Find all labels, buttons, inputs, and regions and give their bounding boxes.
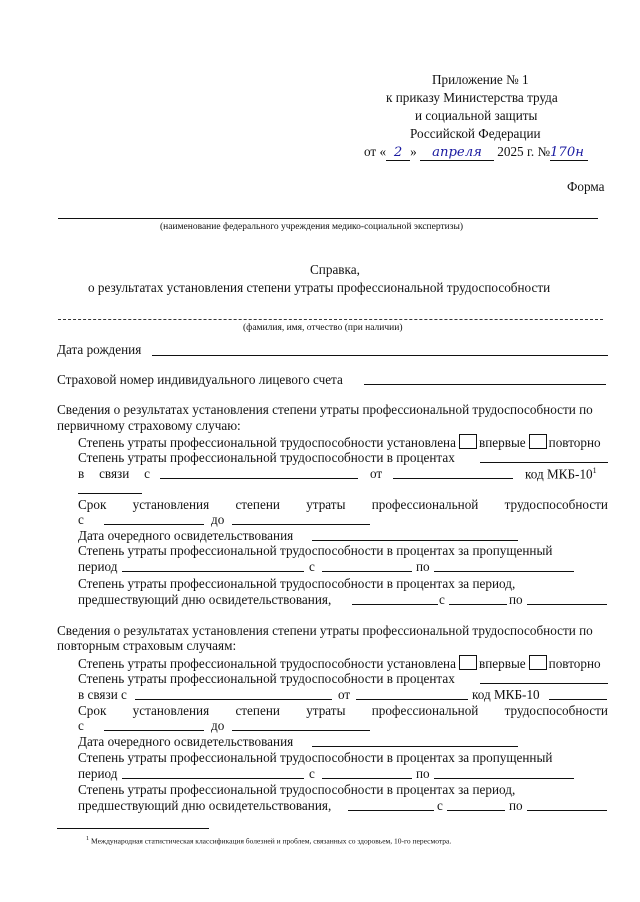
repeated-label-2: повторно xyxy=(548,656,601,671)
primary-period-po: по xyxy=(416,559,430,574)
primary-term-row xyxy=(78,497,608,513)
primary-heading: Сведения о результатах установления степени утраты профессиональной трудоспособности по xyxy=(57,402,593,417)
repeated-term-from: с xyxy=(78,718,84,733)
primary-heading-2: первичному страховому случаю: xyxy=(57,418,241,433)
doc-title: Справка, xyxy=(310,262,360,277)
word: Срок xyxy=(78,703,107,718)
word: трудоспособности xyxy=(504,497,608,512)
word: профессиональной xyxy=(371,497,479,512)
primary-prev-po-line xyxy=(527,604,607,605)
word: степени xyxy=(235,703,280,718)
date-prefix: от « xyxy=(364,144,387,159)
repeated-heading: Сведения о результатах установления степени утраты профессиональной трудоспособности по xyxy=(57,623,593,638)
first-time-label-2: впервые xyxy=(478,656,526,671)
repeated-period-line xyxy=(122,778,304,779)
repeated-term-from-line xyxy=(104,730,204,731)
primary-term-from-line xyxy=(104,524,204,525)
repeated-from-label: от xyxy=(338,687,351,702)
repeated-prev-c: с xyxy=(437,798,443,813)
insurance-label: Страховой номер индивидуального лицевого счета xyxy=(57,372,343,387)
primary-percent-line xyxy=(480,462,608,463)
primary-period-c-line xyxy=(322,571,412,572)
primary-previous: Степень утраты профессиональной трудоспособности в процентах за период, xyxy=(78,576,516,591)
primary-period: период xyxy=(78,559,118,574)
primary-period-po-line xyxy=(434,571,574,572)
code-text: код МКБ-10 xyxy=(525,466,593,482)
primary-prev-po: по xyxy=(509,592,523,607)
repeated-established xyxy=(78,655,601,672)
repeated-in-connection: в связи с xyxy=(78,687,127,702)
primary-prev-c-line xyxy=(449,604,507,605)
footnote xyxy=(86,835,451,846)
primary-previous-2: предшествующий дню освидетельствования, xyxy=(78,592,332,607)
repeated-previous-2: предшествующий дню освидетельствования, xyxy=(78,798,332,813)
repeated-prev-po: по xyxy=(509,798,523,813)
institution-line xyxy=(58,218,598,219)
primary-period-c: с xyxy=(309,559,315,574)
repeated-period: период xyxy=(78,766,118,781)
word: установления xyxy=(132,497,210,512)
repeated-prev-po-line xyxy=(527,810,607,811)
birth-date-line xyxy=(152,355,608,356)
repeated-term-to-line xyxy=(232,730,370,731)
word: установления xyxy=(132,703,210,718)
first-time-checkbox[interactable] xyxy=(459,434,477,449)
word: утраты xyxy=(306,703,346,718)
institution-caption: (наименование федерального учреждения медико-социальной экспертизы) xyxy=(160,222,464,232)
name-line xyxy=(58,319,603,320)
primary-percent-label: Степень утраты профессиональной трудоспособности в процентах xyxy=(78,450,455,465)
word: утраты xyxy=(306,497,346,512)
primary-established xyxy=(78,434,601,451)
primary-code-line xyxy=(78,493,142,494)
order-date xyxy=(364,144,588,161)
repeated-code-line xyxy=(549,699,607,700)
form-label: Форма xyxy=(567,179,605,194)
repeated-cause-line xyxy=(135,699,332,700)
order-number: 170н xyxy=(550,145,588,161)
primary-next-exam: Дата очередного освидетельствования xyxy=(78,528,294,543)
doc-subtitle: о результатах установления степени утраты профессиональной трудоспособности xyxy=(88,280,551,295)
date-year: 2025 г. № xyxy=(497,144,551,159)
word: профессиональной xyxy=(371,703,479,718)
primary-from-label: от xyxy=(370,466,383,481)
first-time-checkbox-2[interactable] xyxy=(459,655,477,670)
footnote-mark: 1 xyxy=(86,835,90,842)
primary-from-line xyxy=(393,478,513,479)
word: с xyxy=(144,466,150,481)
repeated-period-po-line xyxy=(434,778,574,779)
order-ref-line: к приказу Министерства труда xyxy=(386,90,558,105)
repeated-next-exam: Дата очередного освидетельствования xyxy=(78,734,294,749)
repeated-checkbox[interactable] xyxy=(529,434,547,449)
repeated-period-po: по xyxy=(416,766,430,781)
repeated-period-c: с xyxy=(309,766,315,781)
primary-next-exam-line xyxy=(312,540,518,541)
word: степени xyxy=(235,497,280,512)
ministry-line: и социальной защиты xyxy=(415,108,538,123)
footnote-ref: 1 xyxy=(592,466,597,475)
primary-prev-line xyxy=(352,604,438,605)
primary-established-label: Степень утраты профессиональной трудоспособности установлена xyxy=(78,435,456,450)
primary-term-to: до xyxy=(211,512,225,527)
date-mid: » xyxy=(410,144,417,159)
primary-term-to-line xyxy=(232,524,370,525)
primary-prev-c: с xyxy=(439,592,445,607)
footnote-separator xyxy=(57,828,209,829)
repeated-label: повторно xyxy=(548,435,601,450)
repeated-prev-c-line xyxy=(447,810,505,811)
word: трудоспособности xyxy=(504,703,608,718)
repeated-established-label: Степень утраты профессиональной трудоспособности установлена xyxy=(78,656,456,671)
repeated-missed: Степень утраты профессиональной трудоспособности в процентах за пропущенный xyxy=(78,750,553,765)
insurance-line xyxy=(364,384,606,385)
word: в xyxy=(78,466,85,481)
first-time-label: впервые xyxy=(478,435,526,450)
primary-period-line xyxy=(122,571,304,572)
repeated-checkbox-2[interactable] xyxy=(529,655,547,670)
primary-in-connection xyxy=(78,466,150,482)
federation-line: Российской Федерации xyxy=(410,126,541,141)
date-month: апреля xyxy=(420,145,494,161)
repeated-percent-line xyxy=(480,683,608,684)
repeated-code-label: код МКБ-10 xyxy=(472,687,540,702)
repeated-heading-2: повторным страховым случаям: xyxy=(57,638,237,653)
word: связи xyxy=(99,466,130,481)
repeated-term-to: до xyxy=(211,718,225,733)
repeated-previous: Степень утраты профессиональной трудоспособности в процентах за период, xyxy=(78,782,516,797)
footnote-text: Международная статистическая классификация болезней и проблем, связанных со здоровьем, 10-го пересмотра. xyxy=(91,836,452,846)
repeated-from-line xyxy=(356,699,468,700)
birth-date-label: Дата рождения xyxy=(57,342,142,357)
primary-code-label xyxy=(525,466,597,482)
primary-cause-line xyxy=(160,478,358,479)
word: Срок xyxy=(78,497,107,512)
primary-missed: Степень утраты профессиональной трудоспособности в процентах за пропущенный xyxy=(78,543,553,558)
name-caption: (фамилия, имя, отчество (при наличии) xyxy=(243,323,403,333)
repeated-period-c-line xyxy=(322,778,412,779)
date-day: 2 xyxy=(386,145,410,161)
repeated-next-exam-line xyxy=(312,746,518,747)
annex-title: Приложение № 1 xyxy=(432,72,529,87)
repeated-percent-label: Степень утраты профессиональной трудоспособности в процентах xyxy=(78,671,455,686)
repeated-prev-line xyxy=(348,810,434,811)
repeated-term-row xyxy=(78,703,608,719)
primary-term-from: с xyxy=(78,512,84,527)
